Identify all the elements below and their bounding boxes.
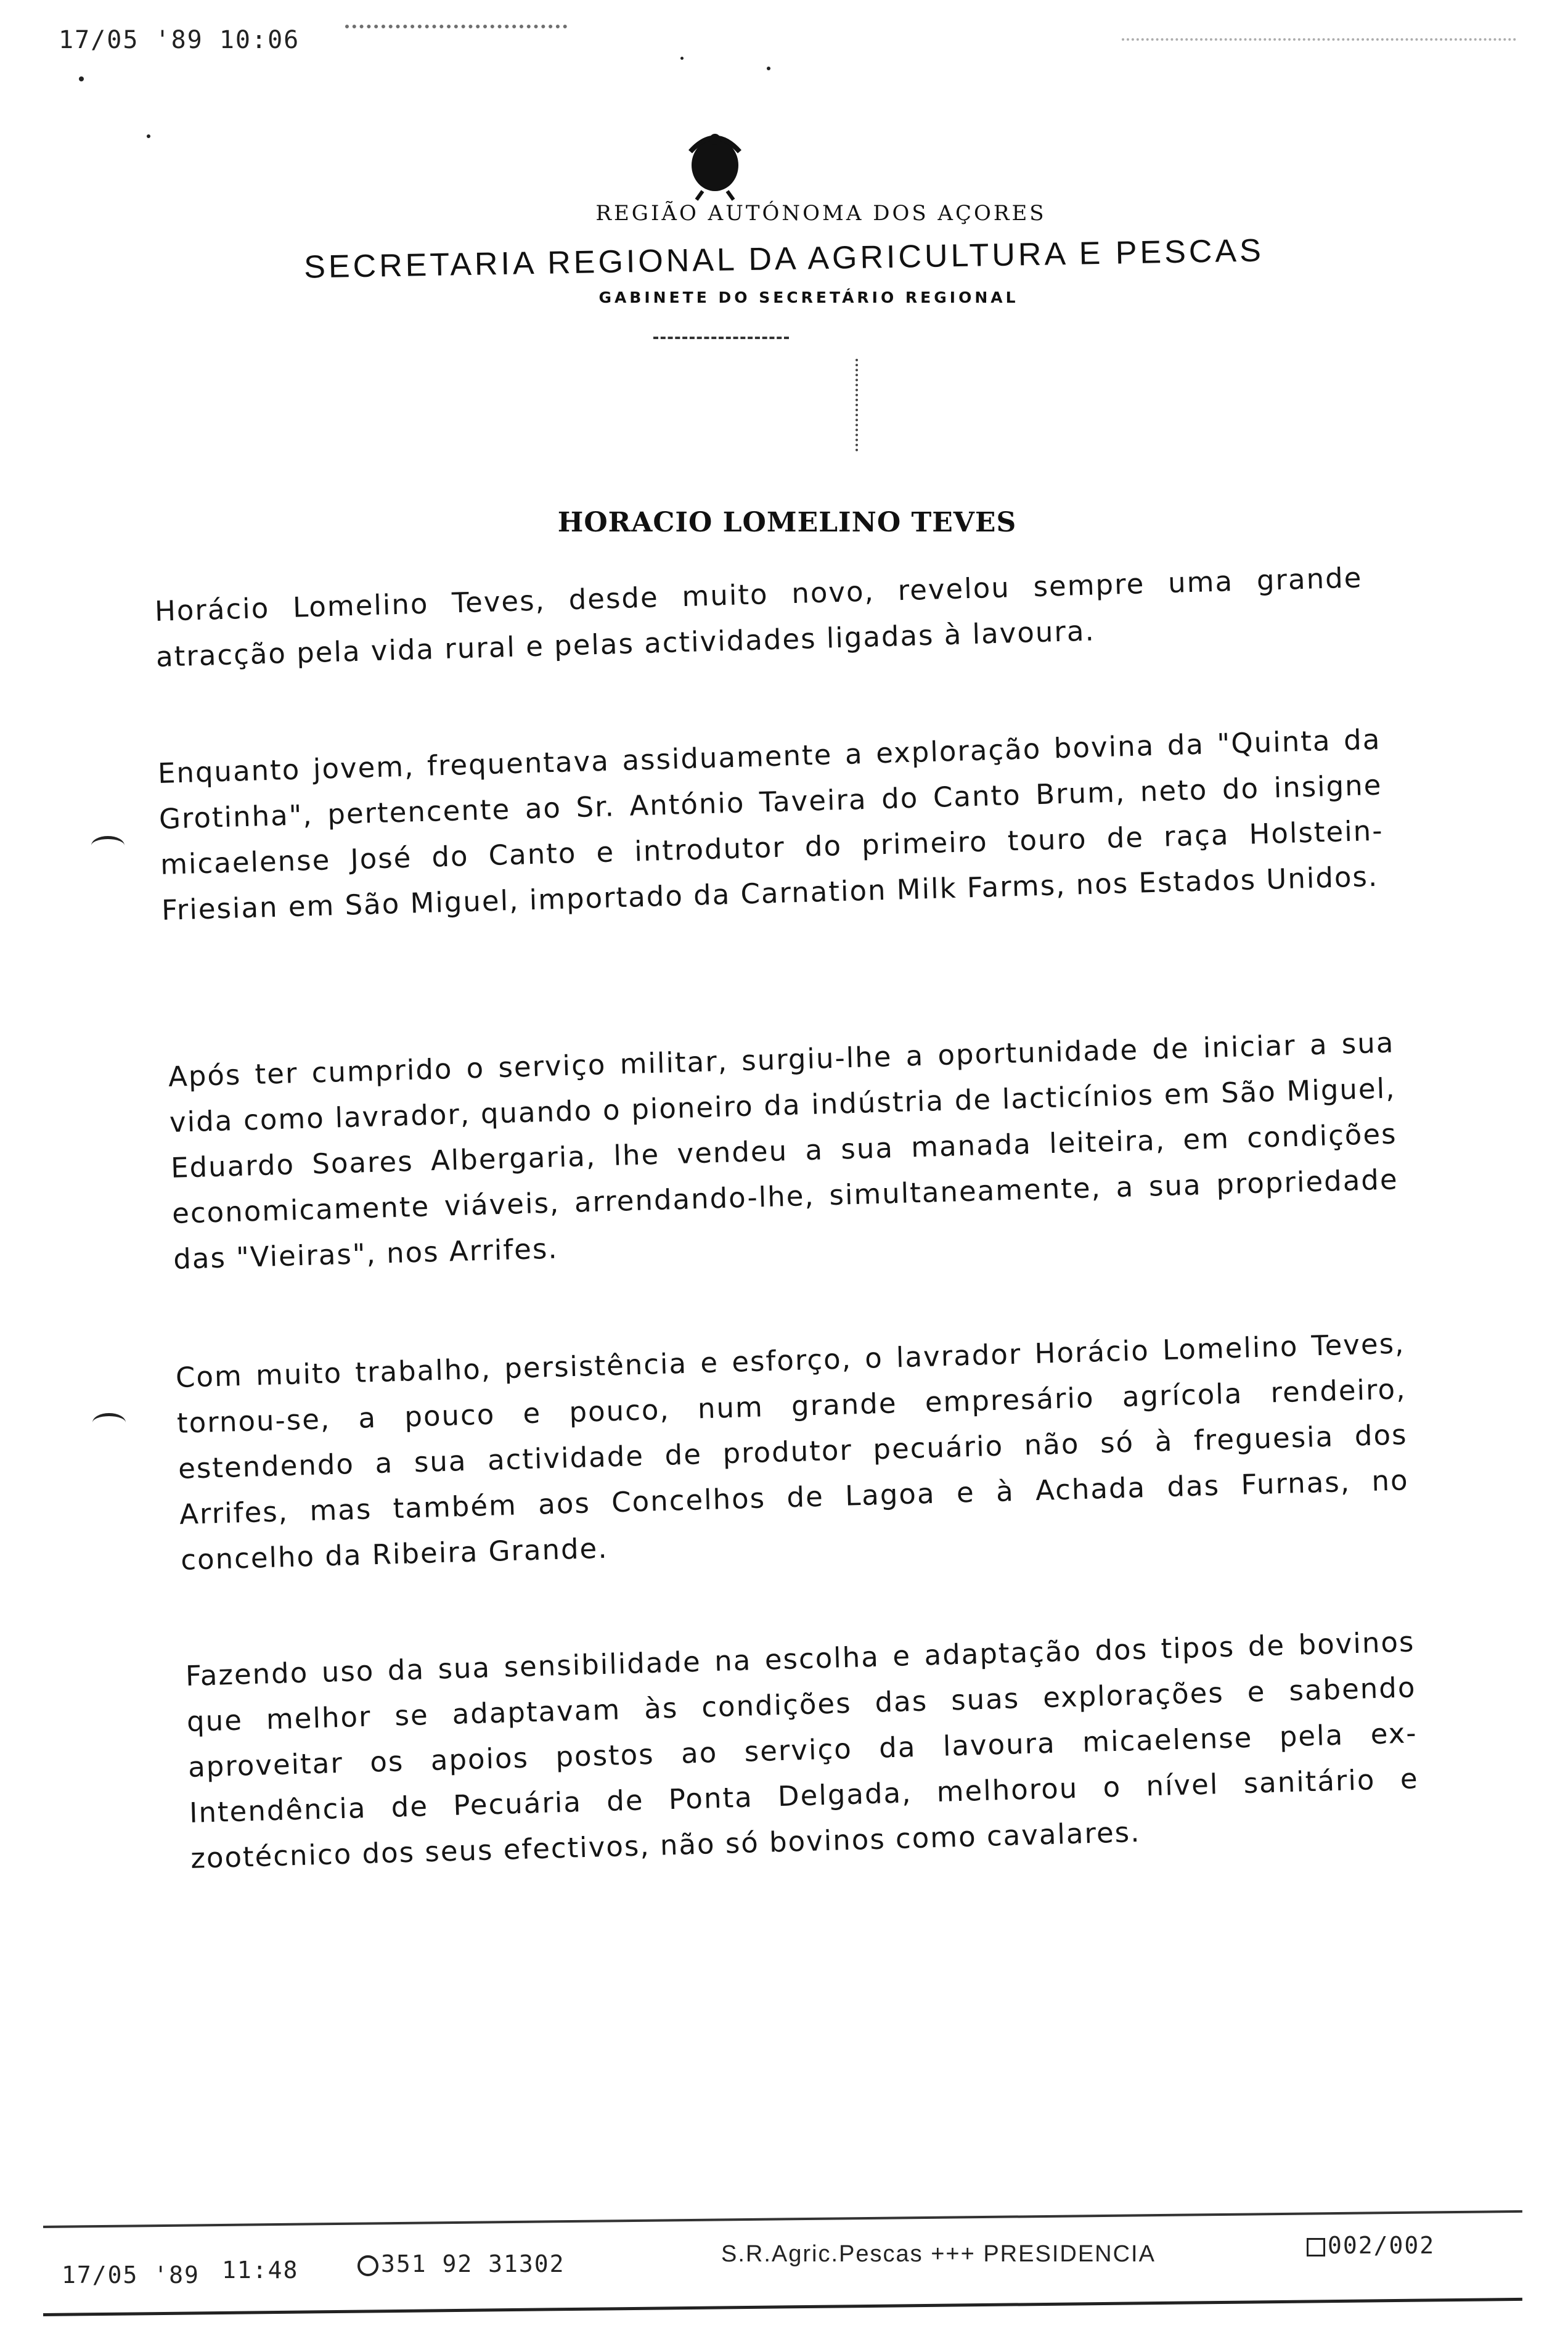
fax-header-dots <box>1122 38 1516 44</box>
telephone-icon <box>357 2255 378 2276</box>
fax-footer-time: 11:48 <box>222 2256 299 2284</box>
fax-footer-line-top <box>43 2210 1522 2228</box>
fax-footer-page <box>1307 2232 1435 2259</box>
letterhead-rule <box>653 337 789 339</box>
letterhead-gabinete: GABINETE DO SECRETÁRIO REGIONAL <box>598 289 1019 306</box>
body-paragraph: Após ter cumprido o serviço militar, surgiu-lhe a oportunidade de iniciar a sua vida como lavrador, quando o pioneiro da indústria de lacticínios em São Miguel, Eduardo Soares Albergaria, lhe vendeu a sua manada leiteira, em condições economicamente viáveis, arrendando-lhe, simultaneamente, a sua propriedade das "Vieiras", nos Arrifes. <box>168 1026 1399 1276</box>
letterhead-region: REGIÃO AUTÓNOMA DOS AÇORES <box>595 201 1047 226</box>
coat-of-arms-icon <box>678 127 752 201</box>
fax-footer-phone-number: 351 92 31302 <box>381 2250 565 2277</box>
document-title: HORACIO LOMELINO TEVES <box>557 507 1017 538</box>
fax-footer-sender: S.R.Agric.Pescas +++ PRESIDENCIA <box>721 2241 1156 2267</box>
fax-footer-date: 17/05 '89 <box>62 2261 200 2289</box>
fax-page-icon <box>1307 2238 1325 2256</box>
scan-speck <box>147 134 150 138</box>
fax-footer-phone <box>357 2250 565 2277</box>
scan-vertical-mark <box>855 359 858 451</box>
fax-header-noise <box>345 25 567 37</box>
body-paragraph: Horácio Lomelino Teves, desde muito novo, revelou sempre uma grande atracção pela vida rural e pelas actividades ligadas à lavoura. <box>154 561 1363 673</box>
fax-footer-page-number: 002/002 <box>1328 2232 1435 2259</box>
body-paragraph: Com muito trabalho, persistência e esforço, o lavrador Horácio Lomelino Teves, tornou-se, a pouco e pouco, num grande empresário agrícola rendeiro, estendendo a sua actividade de produtor pecuário não só à freguesia dos Arrifes, mas também aos Concelhos de Lagoa e à Achada das Furnas, no concelho da Ribeira Grande. <box>175 1327 1410 1576</box>
fax-header-stamp: 17/05 '89 10:06 <box>59 26 300 54</box>
scan-speck <box>767 67 770 70</box>
body-paragraph: Fazendo uso da sua sensibilidade na escolha e adaptação dos tipos de bovinos que melhor se adaptavam às condições das suas explorações e sabendo aproveitar os apoios postos ao serviço da lavoura micaelense pela ex-Intendência de Pecuária de Ponta Delgada, melhorou o nível sanitário e zootécnico dos seus efectivos, não só bovinos como cavalares. <box>185 1625 1419 1875</box>
fax-footer-line-bottom <box>43 2298 1522 2316</box>
scan-speck <box>680 57 684 60</box>
body-paragraph: Enquanto jovem, frequentava assiduamente a exploração bovina da "Quinta da Grotinha", pertencente ao Sr. António Taveira do Canto Brum, neto do insigne micaelense José do Canto e introdutor do primeiro touro de raça Holstein-Friesian em São Miguel, importado da Carnation Milk Farms, nos Estados Unidos. <box>157 723 1384 927</box>
margin-mark <box>92 1413 126 1432</box>
margin-mark <box>91 836 125 855</box>
scan-speck <box>79 76 84 81</box>
letterhead-secretaria: SECRETARIA REGIONAL DA AGRICULTURA E PESCAS <box>303 232 1265 285</box>
